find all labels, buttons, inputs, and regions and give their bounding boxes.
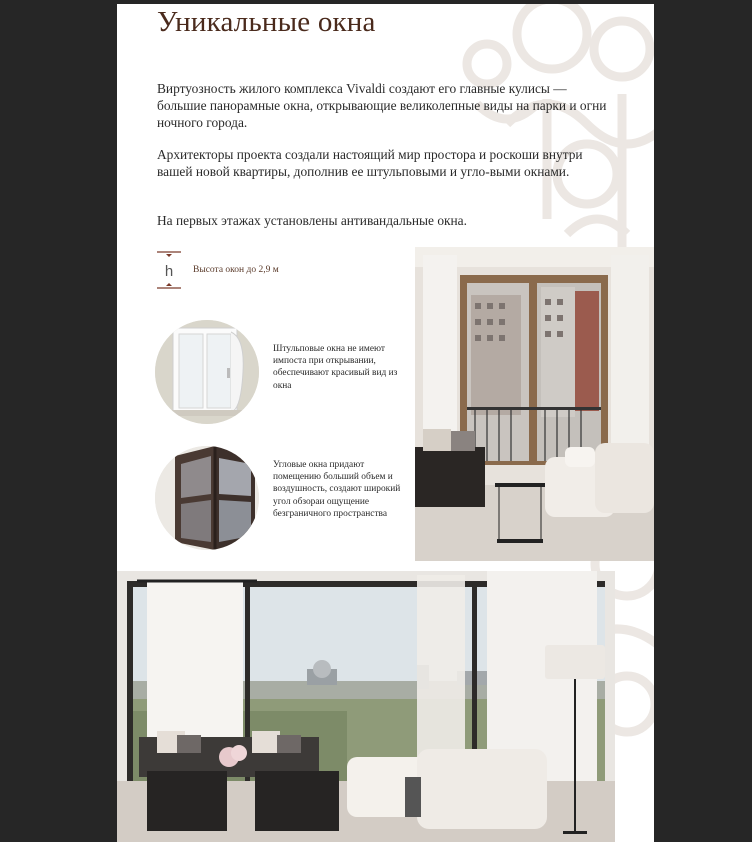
document-page bbox=[117, 4, 654, 842]
corner-window-text: Угловые окна придают помещению больший объем и воздушность, создают широкий угол обзораи ощущение безграничного пространства bbox=[273, 460, 401, 519]
window-height-icon bbox=[155, 250, 183, 290]
panoramic-living-room-photo bbox=[117, 571, 615, 842]
svg-text:h: h bbox=[164, 263, 174, 280]
window-height-label: Высота окон до 2,9 м bbox=[193, 265, 279, 275]
paragraph-architects: Архитекторы проекта создали настоящий мир простора и роскоши внутри вашей новой квартиры, дополнив ее штульповыми и угло-выми окнами. bbox=[157, 147, 583, 179]
paragraph-intro: Виртуозность жилого комплекса Vivaldi создают его главные кулисы — большие панорамные окна, открывающие великолепные виды на парки и огни ночного города. bbox=[157, 81, 607, 130]
living-room-photo bbox=[415, 247, 654, 561]
page-title: Уникальные окна bbox=[157, 6, 376, 38]
shtulp-window-text: Штульповые окна не имеют импоста при открывании, обеспечивают красивый вид из окна bbox=[273, 344, 398, 391]
paragraph-antivandal: На первых этажах установлены антивандальные окна. bbox=[157, 213, 467, 228]
shtulp-window-image bbox=[155, 320, 259, 424]
corner-window-image bbox=[155, 446, 259, 550]
